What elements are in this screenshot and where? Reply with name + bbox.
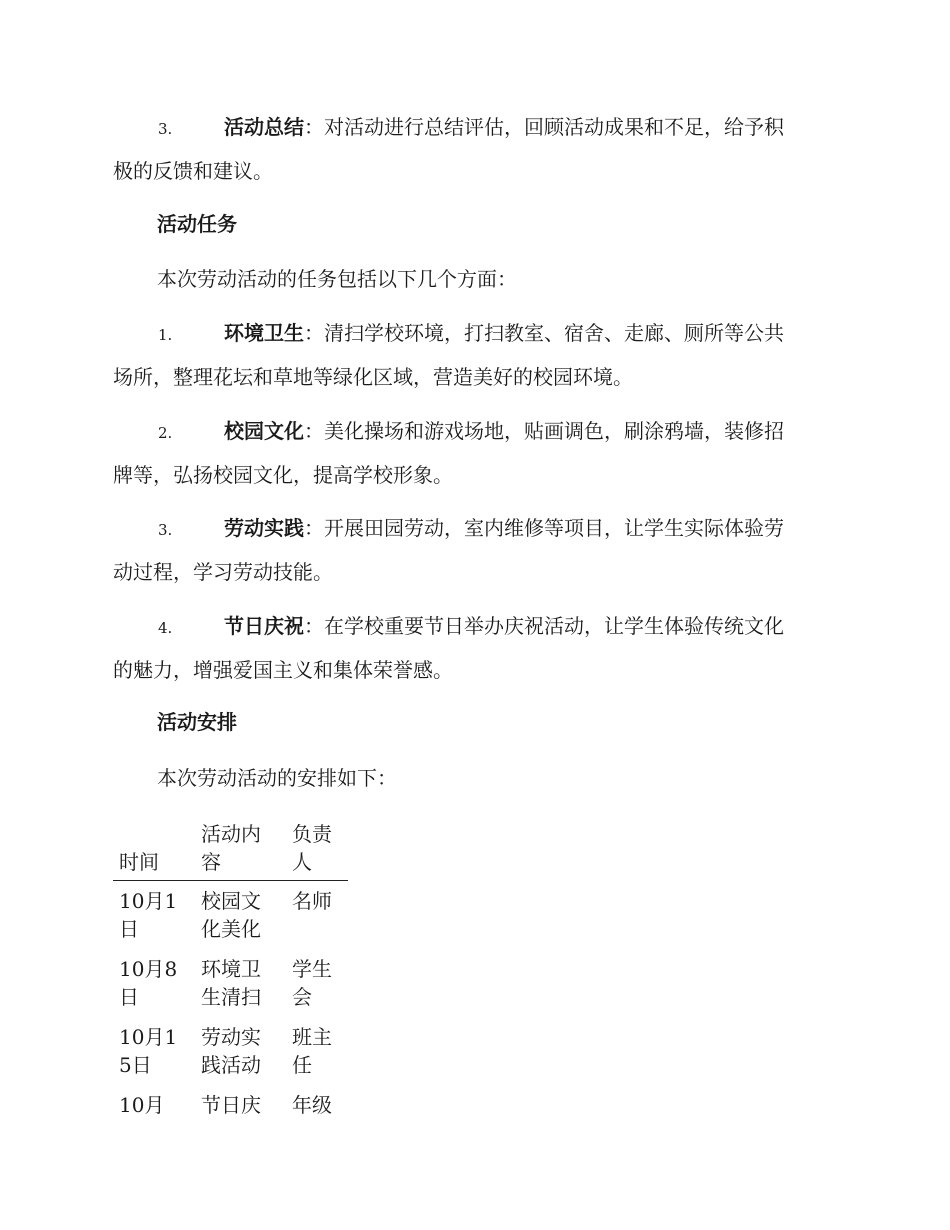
summary-item bbox=[113, 106, 838, 192]
list-term: 劳动实践 bbox=[224, 516, 304, 540]
list-text: ：开展田园劳动，室内维修等项目，让学生实际体验劳 bbox=[304, 516, 784, 540]
table-cell: 年级 bbox=[292, 1093, 332, 1117]
list-number: 3. bbox=[158, 120, 173, 138]
tasks-intro: 本次劳动活动的任务包括以下几个方面： bbox=[157, 267, 517, 291]
list-term: 校园文化 bbox=[224, 419, 304, 443]
task-item bbox=[113, 605, 838, 691]
column-header-time: 时间 bbox=[113, 820, 195, 881]
table-cell: 10月 bbox=[119, 1093, 165, 1117]
table-row bbox=[113, 949, 348, 1017]
list-term: 节日庆祝 bbox=[224, 614, 304, 638]
list-text: ：美化操场和游戏场地，贴画调色，刷涂鸦墙，装修招 bbox=[304, 419, 784, 443]
task-item bbox=[113, 410, 838, 496]
table-cell: 校园文化美化 bbox=[201, 889, 261, 941]
table-cell: 名师 bbox=[292, 889, 332, 913]
list-text-continued: 极的反馈和建议。 bbox=[113, 159, 273, 183]
list-text: ：在学校重要节日举办庆祝活动，让学生体验传统文化 bbox=[304, 614, 784, 638]
section-heading-tasks: 活动任务 bbox=[157, 212, 237, 236]
section-heading-schedule: 活动安排 bbox=[157, 710, 237, 734]
list-number: 1. bbox=[158, 326, 173, 344]
table-cell: 10月15日 bbox=[119, 1025, 178, 1077]
column-header-content: 活动内容 bbox=[195, 820, 286, 881]
table-row bbox=[113, 881, 348, 950]
table-row bbox=[113, 1085, 348, 1125]
list-text-continued: 动过程，学习劳动技能。 bbox=[113, 560, 333, 584]
table-cell: 环境卫生清扫 bbox=[201, 957, 261, 1009]
list-text-continued: 场所，整理花坛和草地等绿化区域，营造美好的校园环境。 bbox=[113, 365, 633, 389]
schedule-intro: 本次劳动活动的安排如下： bbox=[157, 766, 397, 790]
table-cell: 学生会 bbox=[292, 957, 332, 1009]
table-cell: 班主任 bbox=[292, 1025, 332, 1077]
table-cell: 节日庆 bbox=[201, 1093, 261, 1117]
list-text-continued: 的魅力，增强爱国主义和集体荣誉感。 bbox=[113, 658, 453, 682]
schedule-table bbox=[113, 820, 348, 1125]
list-text: ：清扫学校环境，打扫教室、宿舍、走廊、厕所等公共 bbox=[304, 321, 784, 345]
list-term: 活动总结 bbox=[224, 115, 304, 139]
table-header-row bbox=[113, 820, 348, 881]
table-cell: 劳动实践活动 bbox=[201, 1025, 261, 1077]
list-number: 3. bbox=[158, 521, 173, 539]
list-number: 2. bbox=[158, 424, 173, 442]
task-item bbox=[113, 507, 838, 593]
list-text: ：对活动进行总结评估，回顾活动成果和不足，给予积 bbox=[304, 115, 784, 139]
list-term: 环境卫生 bbox=[224, 321, 304, 345]
list-number: 4. bbox=[158, 619, 173, 637]
table-cell: 10月8日 bbox=[119, 957, 178, 1009]
table-cell: 10月1日 bbox=[119, 889, 178, 941]
list-text-continued: 牌等，弘扬校园文化，提高学校形象。 bbox=[113, 463, 453, 487]
task-item bbox=[113, 312, 838, 398]
table-row bbox=[113, 1017, 348, 1085]
column-header-owner: 负责人 bbox=[286, 820, 348, 881]
